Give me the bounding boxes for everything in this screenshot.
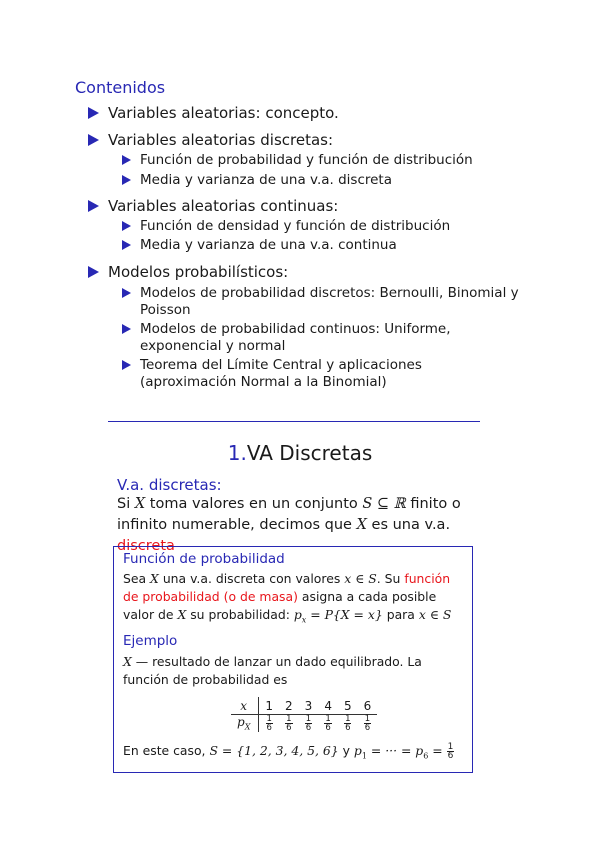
contents-subitem	[122, 285, 520, 319]
bullet-triangle-icon	[122, 221, 131, 231]
example-heading: Ejemplo	[123, 633, 178, 649]
contents-subitem	[122, 152, 520, 169]
table-cell: 5	[338, 697, 358, 715]
contents-subitem	[122, 218, 520, 235]
table-cell: 6	[358, 697, 378, 715]
section-title	[0, 441, 600, 465]
contents-item-discrete	[88, 131, 333, 149]
contents-subitem-label: Función de probabilidad y función de distribución	[140, 152, 473, 168]
contents-subitem	[122, 172, 520, 189]
table-row-probabilities	[231, 715, 377, 733]
table-cell: $\frac{1}{6}$	[286, 714, 292, 733]
emphasis-discreta: discreta	[117, 538, 175, 554]
section-title-text: VA Discretas	[246, 441, 373, 465]
bullet-triangle-icon	[122, 324, 131, 334]
contents-subitem	[122, 237, 520, 254]
bullet-triangle-icon	[88, 266, 99, 278]
table-row-values	[231, 697, 377, 715]
contents-item-models	[88, 263, 288, 281]
contents-subitem-label: Media y varianza de una v.a. continua	[140, 237, 397, 253]
case-statement: En este caso, S = {1, 2, 3, 4, 5, 6} y $p_1$ = ··· = $p_6$ = $\frac{1}{6}$	[123, 742, 454, 761]
bullet-triangle-icon	[122, 288, 131, 298]
table-cell: $\frac{1}{6}$	[345, 714, 351, 733]
contents-subitem	[122, 357, 520, 391]
contents-subitem-label: Media y varianza de una v.a. discreta	[140, 172, 392, 188]
contents-item-label: Modelos probabilísticos:	[108, 263, 289, 281]
probability-function-box	[113, 546, 473, 773]
definition-subtitle: V.a. discretas:	[117, 476, 222, 494]
contents-item-label: Variables aleatorias discretas:	[108, 131, 334, 149]
definition-text: Si X toma valores en un conjunto S ⊆ ℝ finito o infinito numerable, decimos que X es una v.a. discreta	[117, 496, 461, 554]
bullet-triangle-icon	[122, 240, 131, 250]
table-cell: $\frac{1}{6}$	[266, 714, 272, 733]
contents-subitem-label: Modelos de probabilidad discretos: Bernoulli, Binomial y Poisson	[140, 285, 519, 318]
contents-subitem-label: Modelos de probabilidad continuos: Uniforme, exponencial y normal	[140, 321, 451, 354]
section-number: 1.	[227, 441, 247, 465]
contents-item-concept	[88, 104, 339, 122]
table-cell: 2	[279, 697, 299, 715]
contents-title: Contenidos	[75, 78, 166, 97]
contents-subitem-label: Función de densidad y función de distribución	[140, 218, 451, 234]
contents-item-continuous	[88, 197, 338, 215]
bullet-triangle-icon	[88, 134, 99, 146]
table-cell: $\frac{1}{6}$	[305, 714, 312, 733]
bullet-triangle-icon	[122, 175, 131, 185]
table-header-p: $p_X$	[231, 715, 259, 733]
contents-subitem-label: Teorema del Límite Central y aplicaciones (aproximación Normal a la Binomial)	[140, 357, 422, 390]
box-heading: Función de probabilidad	[123, 551, 285, 567]
bullet-triangle-icon	[88, 200, 99, 212]
bullet-triangle-icon	[122, 360, 131, 370]
table-cell: 1	[259, 697, 279, 715]
contents-item-label: Variables aleatorias continuas:	[108, 197, 339, 215]
table-cell: $\frac{1}{6}$	[364, 714, 371, 733]
contents-subitem	[122, 321, 520, 355]
table-cell: $\frac{1}{6}$	[325, 714, 331, 733]
contents-item-label: Variables aleatorias: concepto.	[108, 104, 339, 122]
table-header-x: x	[231, 697, 259, 715]
table-cell: 3	[299, 697, 319, 715]
bullet-triangle-icon	[122, 155, 131, 165]
bullet-triangle-icon	[88, 107, 99, 119]
box-definition: Sea X una v.a. discreta con valores x ∈ S. Su función de probabilidad (o de masa) asigna a cada posible valor de X su probabilidad: $p_x = P\{X = x\}$ para x ∈ S	[123, 571, 452, 625]
example-text: X — resultado de lanzar un dado equilibrado. La función de probabilidad es	[123, 654, 422, 687]
probability-table	[231, 697, 377, 732]
section-divider	[108, 421, 480, 422]
table-cell: 4	[318, 697, 338, 715]
